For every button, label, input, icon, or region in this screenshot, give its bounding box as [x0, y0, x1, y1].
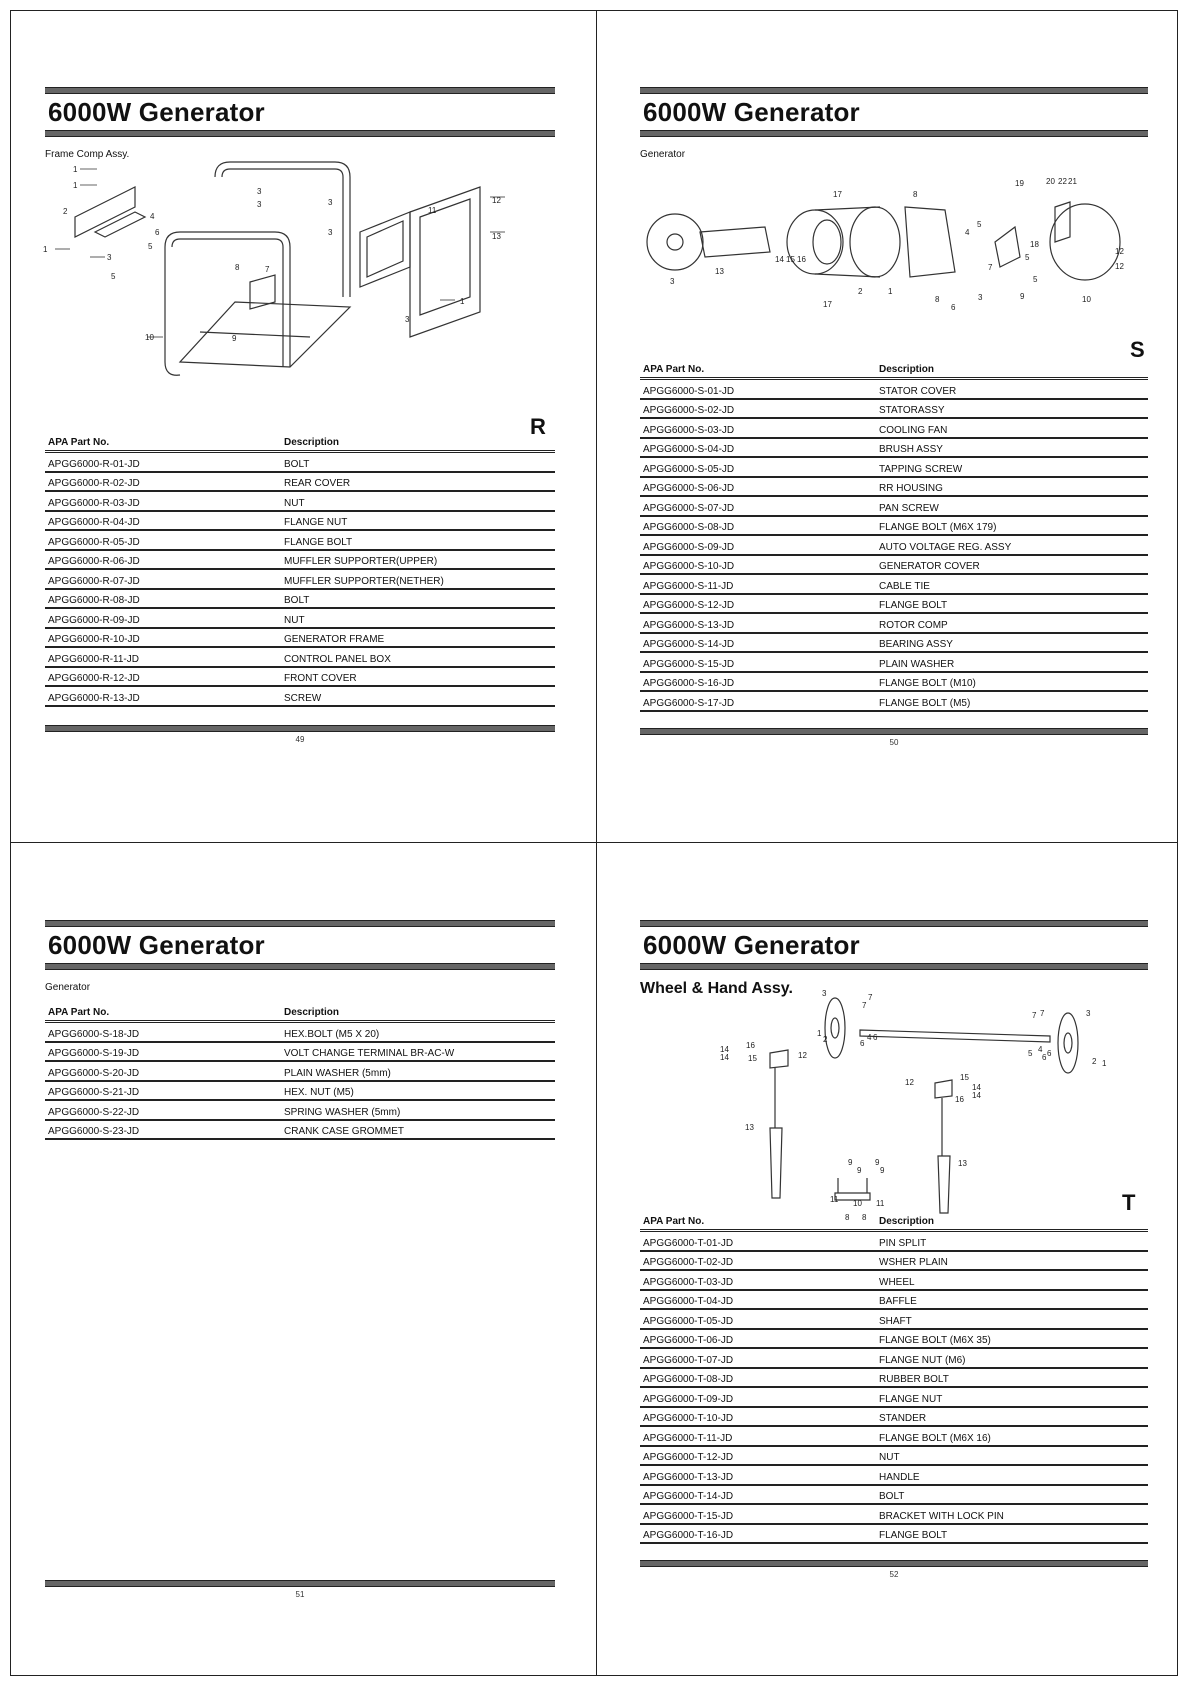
- description-cell: FRONT COVER: [284, 673, 357, 684]
- generator-exploded-diagram: [645, 177, 1145, 312]
- description-cell: FLANGE BOLT: [879, 600, 948, 611]
- svg-text:11: 11: [876, 1199, 885, 1208]
- page-51: [45, 920, 555, 1599]
- table-row: [640, 1310, 1148, 1330]
- table-row: [640, 1388, 1148, 1408]
- page-50: [640, 87, 1148, 747]
- description-cell: FLANGE NUT: [879, 1393, 943, 1405]
- table-row: [45, 512, 555, 532]
- description-cell: NUT: [879, 1452, 900, 1463]
- table-row: [640, 380, 1148, 400]
- part-number-cell: APGG6000-R-07-JD: [48, 575, 140, 587]
- svg-text:13: 13: [492, 232, 501, 241]
- section-subtitle: Generator: [640, 149, 686, 160]
- svg-text:11: 11: [830, 1195, 839, 1204]
- part-number-cell: APGG6000-T-03-JD: [643, 1276, 734, 1288]
- svg-text:15: 15: [786, 255, 795, 264]
- table-row: [45, 531, 555, 551]
- bottom-rule: [45, 725, 555, 732]
- description-cell: FLANGE BOLT (M6X 179): [879, 522, 997, 533]
- part-number-cell: APGG6000-R-05-JD: [48, 536, 140, 548]
- part-number-cell: APGG6000-S-23-JD: [48, 1126, 140, 1137]
- svg-text:5: 5: [148, 242, 153, 251]
- description-cell: ROTOR COMP: [879, 619, 948, 631]
- table-row: [640, 1447, 1148, 1467]
- part-number-cell: APGG6000-T-15-JD: [643, 1510, 734, 1522]
- description-cell: WHEEL: [879, 1276, 915, 1288]
- table-row: [45, 609, 555, 629]
- table-row: [45, 687, 555, 707]
- svg-text:7: 7: [868, 993, 873, 1002]
- table-header: [45, 437, 555, 453]
- section-letter: R: [530, 414, 546, 439]
- table-body: [640, 380, 1148, 712]
- svg-text:13: 13: [958, 1159, 967, 1168]
- svg-text:10: 10: [1082, 295, 1091, 304]
- svg-text:4: 4: [867, 1033, 872, 1042]
- part-number-cell: APGG6000-S-08-JD: [643, 522, 735, 533]
- table-row: [640, 1408, 1148, 1428]
- svg-text:7: 7: [1032, 1011, 1037, 1020]
- part-number-cell: APGG6000-S-11-JD: [643, 580, 734, 592]
- svg-text:5: 5: [111, 272, 116, 281]
- col-part-no: APA Part No.: [48, 437, 110, 448]
- svg-text:1: 1: [1102, 1059, 1107, 1068]
- description-cell: AUTO VOLTAGE REG. ASSY: [879, 541, 1012, 553]
- table-row: [640, 653, 1148, 673]
- part-number-cell: APGG6000-S-14-JD: [643, 639, 735, 650]
- svg-text:3: 3: [328, 198, 333, 207]
- part-number-cell: APGG6000-T-14-JD: [643, 1491, 734, 1502]
- page-number: 52: [889, 1570, 899, 1579]
- description-cell: STATOR COVER: [879, 385, 957, 397]
- parts-table: [45, 437, 555, 744]
- page-title: 6000W Generator: [643, 97, 860, 127]
- description-cell: MUFFLER SUPPORTER(UPPER): [284, 556, 438, 567]
- parts-table: [640, 364, 1148, 747]
- description-cell: COOLING FAN: [879, 424, 948, 436]
- part-number-cell: APGG6000-R-04-JD: [48, 517, 140, 528]
- section-subtitle: Wheel & Hand Assy.: [640, 980, 793, 997]
- description-cell: GENERATOR FRAME: [284, 634, 385, 645]
- table-body: [45, 453, 555, 707]
- description-cell: MUFFLER SUPPORTER(NETHER): [284, 575, 444, 587]
- table-row: [45, 1023, 555, 1043]
- horizontal-divider: [10, 842, 1178, 843]
- top-rule: [640, 920, 1148, 927]
- table-row: [640, 1330, 1148, 1350]
- table-row: [640, 517, 1148, 537]
- svg-text:2: 2: [1092, 1057, 1097, 1066]
- parts-table: [640, 1216, 1148, 1579]
- svg-text:9: 9: [848, 1158, 853, 1167]
- part-number-cell: APGG6000-T-16-JD: [643, 1530, 734, 1541]
- section-letter: T: [1122, 1190, 1136, 1215]
- svg-text:11: 11: [428, 206, 437, 215]
- svg-text:3: 3: [328, 228, 333, 237]
- svg-text:15: 15: [748, 1054, 757, 1063]
- table-row: [45, 453, 555, 473]
- part-number-cell: APGG6000-S-05-JD: [643, 463, 735, 475]
- part-number-cell: APGG6000-T-06-JD: [643, 1335, 734, 1346]
- svg-text:4: 4: [1038, 1045, 1043, 1054]
- description-cell: HEX. NUT (M5): [284, 1087, 354, 1098]
- description-cell: TAPPING SCREW: [879, 463, 963, 475]
- svg-text:6: 6: [155, 228, 160, 237]
- svg-text:12: 12: [1115, 247, 1124, 256]
- description-cell: SHAFT: [879, 1315, 912, 1327]
- svg-text:1: 1: [73, 181, 78, 190]
- table-row: [45, 648, 555, 668]
- svg-text:1: 1: [43, 245, 48, 254]
- description-cell: BEARING ASSY: [879, 639, 953, 650]
- svg-text:8: 8: [862, 1213, 867, 1222]
- svg-text:7: 7: [988, 263, 993, 272]
- section-letter: S: [1130, 337, 1145, 362]
- bottom-rule: [45, 1580, 555, 1587]
- svg-text:5: 5: [1033, 275, 1038, 284]
- table-body: [640, 1232, 1148, 1544]
- svg-text:12: 12: [1115, 262, 1124, 271]
- svg-text:16: 16: [955, 1095, 964, 1104]
- svg-text:7: 7: [862, 1001, 867, 1010]
- svg-text:3: 3: [822, 989, 827, 998]
- part-number-cell: APGG6000-S-17-JD: [643, 697, 735, 709]
- page-49: [43, 87, 555, 744]
- svg-text:14: 14: [720, 1045, 729, 1054]
- svg-text:3: 3: [978, 293, 983, 302]
- part-number-cell: APGG6000-S-02-JD: [643, 405, 735, 416]
- svg-text:16: 16: [797, 255, 806, 264]
- table-row: [45, 668, 555, 688]
- svg-text:2: 2: [823, 1035, 828, 1044]
- svg-text:9: 9: [232, 334, 237, 343]
- part-number-cell: APGG6000-S-03-JD: [643, 424, 735, 436]
- svg-text:4: 4: [965, 228, 970, 237]
- table-row: [640, 419, 1148, 439]
- frame-assembly-diagram: [35, 157, 555, 407]
- description-cell: VOLT CHANGE TERMINAL BR-AC-W: [284, 1048, 455, 1059]
- page-title: 6000W Generator: [643, 930, 860, 960]
- section-subtitle: Generator: [45, 982, 91, 993]
- svg-text:12: 12: [905, 1078, 914, 1087]
- svg-text:9: 9: [880, 1166, 885, 1175]
- col-description: Description: [284, 1007, 340, 1018]
- svg-text:3: 3: [257, 187, 262, 196]
- svg-text:8: 8: [235, 263, 240, 272]
- table-row: [640, 1486, 1148, 1506]
- part-number-cell: APGG6000-T-11-JD: [643, 1432, 733, 1444]
- part-number-cell: APGG6000-R-03-JD: [48, 497, 140, 509]
- table-row: [45, 551, 555, 571]
- parts-table: [45, 1007, 555, 1140]
- svg-text:7: 7: [265, 265, 270, 274]
- svg-text:22: 22: [1058, 177, 1067, 186]
- table-header: [640, 1216, 1148, 1232]
- table-row: [640, 1525, 1148, 1545]
- svg-text:3: 3: [670, 277, 675, 286]
- part-number-cell: APGG6000-T-07-JD: [643, 1354, 734, 1366]
- part-number-cell: APGG6000-S-20-JD: [48, 1067, 140, 1079]
- part-number-cell: APGG6000-S-18-JD: [48, 1028, 140, 1040]
- table-row: [640, 1466, 1148, 1486]
- description-cell: BOLT: [284, 595, 310, 606]
- description-cell: NUT: [284, 614, 305, 626]
- page-number: 51: [295, 1590, 305, 1599]
- description-cell: GENERATOR COVER: [879, 561, 980, 572]
- part-number-cell: APGG6000-T-13-JD: [643, 1471, 734, 1483]
- part-number-cell: APGG6000-T-05-JD: [643, 1315, 734, 1327]
- table-row: [640, 595, 1148, 615]
- part-number-cell: APGG6000-T-08-JD: [643, 1374, 734, 1385]
- bottom-rule: [640, 728, 1148, 735]
- part-number-cell: APGG6000-S-04-JD: [643, 444, 735, 455]
- table-row: [640, 1369, 1148, 1389]
- svg-text:17: 17: [833, 190, 842, 199]
- description-cell: FLANGE BOLT: [284, 536, 353, 548]
- description-cell: CABLE TIE: [879, 580, 930, 592]
- table-header: [45, 1007, 555, 1023]
- part-number-cell: APGG6000-S-12-JD: [643, 600, 735, 611]
- svg-text:20: 20: [1046, 177, 1055, 186]
- svg-text:13: 13: [715, 267, 724, 276]
- part-number-cell: APGG6000-S-16-JD: [643, 678, 735, 689]
- svg-text:6: 6: [951, 303, 956, 312]
- description-cell: REAR COVER: [284, 478, 351, 489]
- svg-text:19: 19: [1015, 179, 1024, 188]
- table-row: [640, 497, 1148, 517]
- part-number-cell: APGG6000-T-01-JD: [643, 1237, 734, 1249]
- description-cell: FLANGE NUT: [284, 517, 348, 528]
- page-number: 49: [295, 734, 305, 744]
- description-cell: HEX.BOLT (M5 X 20): [284, 1028, 380, 1040]
- description-cell: BRACKET WITH LOCK PIN: [879, 1510, 1004, 1522]
- description-cell: HANDLE: [879, 1471, 920, 1483]
- col-description: Description: [879, 1216, 935, 1227]
- table-row: [640, 458, 1148, 478]
- svg-text:5: 5: [977, 220, 982, 229]
- part-number-cell: APGG6000-R-08-JD: [48, 595, 140, 606]
- title-rule: [45, 130, 555, 137]
- top-rule: [640, 87, 1148, 94]
- description-cell: STANDER: [879, 1413, 927, 1424]
- description-cell: BOLT: [284, 458, 310, 470]
- svg-text:1: 1: [460, 297, 465, 306]
- svg-text:12: 12: [492, 196, 501, 205]
- svg-text:5: 5: [1028, 1049, 1033, 1058]
- svg-text:18: 18: [1030, 240, 1039, 249]
- col-part-no: APA Part No.: [48, 1007, 110, 1018]
- table-row: [640, 1427, 1148, 1447]
- part-number-cell: APGG6000-S-21-JD: [48, 1087, 140, 1098]
- svg-text:10: 10: [145, 333, 154, 342]
- part-number-cell: APGG6000-S-10-JD: [643, 561, 735, 572]
- part-number-cell: APGG6000-R-06-JD: [48, 556, 140, 567]
- bottom-rule: [640, 1560, 1148, 1567]
- svg-text:6: 6: [873, 1033, 878, 1042]
- svg-text:12: 12: [798, 1051, 807, 1060]
- table-row: [45, 1062, 555, 1082]
- table-row: [45, 629, 555, 649]
- page-footer: [45, 1580, 555, 1599]
- part-number-cell: APGG6000-S-19-JD: [48, 1048, 140, 1059]
- part-number-cell: APGG6000-S-13-JD: [643, 619, 735, 631]
- top-rule: [45, 920, 555, 927]
- part-number-cell: APGG6000-R-10-JD: [48, 634, 140, 645]
- table-row: [640, 634, 1148, 654]
- part-number-cell: APGG6000-S-09-JD: [643, 541, 735, 553]
- svg-text:9: 9: [875, 1158, 880, 1167]
- svg-text:16: 16: [746, 1041, 755, 1050]
- table-row: [640, 439, 1148, 459]
- part-number-cell: APGG6000-R-13-JD: [48, 692, 140, 704]
- svg-text:14: 14: [775, 255, 784, 264]
- part-number-cell: APGG6000-T-12-JD: [643, 1452, 734, 1463]
- description-cell: SCREW: [284, 692, 322, 704]
- table-row: [640, 536, 1148, 556]
- svg-text:13: 13: [745, 1123, 754, 1132]
- title-rule: [45, 963, 555, 970]
- col-description: Description: [284, 437, 340, 448]
- table-row: [45, 590, 555, 610]
- part-number-cell: APGG6000-R-11-JD: [48, 653, 139, 665]
- svg-text:15: 15: [960, 1073, 969, 1082]
- table-row: [45, 570, 555, 590]
- part-number-cell: APGG6000-S-06-JD: [643, 483, 735, 494]
- description-cell: RUBBER BOLT: [879, 1374, 949, 1385]
- svg-text:8: 8: [845, 1213, 850, 1222]
- svg-text:9: 9: [1020, 292, 1025, 301]
- table-row: [640, 692, 1148, 712]
- part-number-cell: APGG6000-R-02-JD: [48, 478, 140, 489]
- description-cell: FLANGE BOLT (M6X 16): [879, 1432, 991, 1444]
- part-number-cell: APGG6000-T-04-JD: [643, 1296, 734, 1307]
- svg-text:9: 9: [857, 1166, 862, 1175]
- svg-text:1: 1: [73, 165, 78, 174]
- table-row: [45, 1121, 555, 1141]
- svg-text:8: 8: [935, 295, 940, 304]
- svg-text:21: 21: [1068, 177, 1077, 186]
- svg-text:2: 2: [858, 287, 863, 296]
- description-cell: FLANGE BOLT (M5): [879, 697, 971, 709]
- title-rule: [640, 963, 1148, 970]
- part-number-cell: APGG6000-R-09-JD: [48, 614, 140, 626]
- description-cell: BOLT: [879, 1491, 905, 1502]
- description-cell: CONTROL PANEL BOX: [284, 653, 391, 665]
- description-cell: FLANGE BOLT: [879, 1530, 948, 1541]
- table-row: [640, 1252, 1148, 1272]
- svg-text:6: 6: [860, 1039, 865, 1048]
- part-number-cell: APGG6000-S-15-JD: [643, 658, 735, 670]
- title-rule: [640, 130, 1148, 137]
- top-rule: [45, 87, 555, 94]
- svg-text:2: 2: [63, 207, 68, 216]
- part-number-cell: APGG6000-T-02-JD: [643, 1257, 734, 1268]
- table-row: [640, 1505, 1148, 1525]
- table-row: [640, 1271, 1148, 1291]
- svg-text:14: 14: [720, 1053, 729, 1062]
- col-part-no: APA Part No.: [643, 364, 705, 375]
- section-subtitle: Frame Comp Assy.: [45, 149, 130, 160]
- col-description: Description: [879, 364, 935, 375]
- description-cell: PAN SCREW: [879, 502, 939, 514]
- svg-text:6: 6: [1042, 1053, 1047, 1062]
- svg-text:8: 8: [913, 190, 918, 199]
- table-row: [640, 478, 1148, 498]
- svg-text:1: 1: [888, 287, 893, 296]
- svg-text:1: 1: [817, 1029, 822, 1038]
- svg-text:5: 5: [1025, 253, 1030, 262]
- table-row: [640, 1291, 1148, 1311]
- svg-text:14: 14: [972, 1091, 981, 1100]
- part-number-cell: APGG6000-R-12-JD: [48, 673, 140, 684]
- table-row: [640, 1232, 1148, 1252]
- description-cell: WSHER PLAIN: [879, 1257, 948, 1268]
- description-cell: STATORASSY: [879, 405, 945, 416]
- svg-text:4: 4: [150, 212, 155, 221]
- part-number-cell: APGG6000-R-01-JD: [48, 458, 140, 470]
- part-number-cell: APGG6000-T-09-JD: [643, 1393, 734, 1405]
- part-number-cell: APGG6000-S-01-JD: [643, 385, 735, 397]
- table-header: [640, 364, 1148, 380]
- table-row: [45, 1082, 555, 1102]
- table-row: [640, 400, 1148, 420]
- description-cell: BAFFLE: [879, 1296, 917, 1307]
- page-title: 6000W Generator: [48, 97, 265, 127]
- svg-text:17: 17: [823, 300, 832, 309]
- table-row: [640, 556, 1148, 576]
- svg-text:7: 7: [1040, 1009, 1045, 1018]
- table-row: [45, 473, 555, 493]
- description-cell: BRUSH ASSY: [879, 444, 943, 455]
- table-row: [640, 673, 1148, 693]
- svg-text:6: 6: [1047, 1049, 1052, 1058]
- svg-text:3: 3: [257, 200, 262, 209]
- part-number-cell: APGG6000-T-10-JD: [643, 1413, 734, 1424]
- svg-text:3: 3: [1086, 1009, 1091, 1018]
- table-body: [45, 1023, 555, 1140]
- page-title: 6000W Generator: [48, 930, 265, 960]
- description-cell: FLANGE BOLT (M10): [879, 678, 976, 689]
- description-cell: PLAIN WASHER (5mm): [284, 1067, 391, 1079]
- svg-text:14: 14: [972, 1083, 981, 1092]
- page-52: [640, 920, 1148, 1579]
- description-cell: NUT: [284, 497, 305, 509]
- table-row: [640, 1349, 1148, 1369]
- description-cell: CRANK CASE GROMMET: [284, 1126, 405, 1137]
- description-cell: FLANGE NUT (M6): [879, 1354, 966, 1366]
- description-cell: SPRING WASHER (5mm): [284, 1106, 401, 1118]
- description-cell: PLAIN WASHER: [879, 658, 955, 670]
- svg-text:10: 10: [853, 1199, 862, 1208]
- part-number-cell: APGG6000-S-22-JD: [48, 1106, 140, 1118]
- table-row: [640, 614, 1148, 634]
- svg-text:3: 3: [405, 315, 410, 324]
- page-number: 50: [889, 737, 899, 747]
- table-row: [45, 492, 555, 512]
- svg-text:3: 3: [107, 253, 112, 262]
- vertical-divider: [596, 10, 597, 1676]
- col-part-no: APA Part No.: [643, 1216, 705, 1227]
- description-cell: PIN SPLIT: [879, 1237, 927, 1249]
- part-number-cell: APGG6000-S-07-JD: [643, 502, 735, 514]
- table-row: [45, 1101, 555, 1121]
- description-cell: FLANGE BOLT (M6X 35): [879, 1335, 991, 1346]
- description-cell: RR HOUSING: [879, 483, 943, 494]
- table-row: [640, 575, 1148, 595]
- table-row: [45, 1043, 555, 1063]
